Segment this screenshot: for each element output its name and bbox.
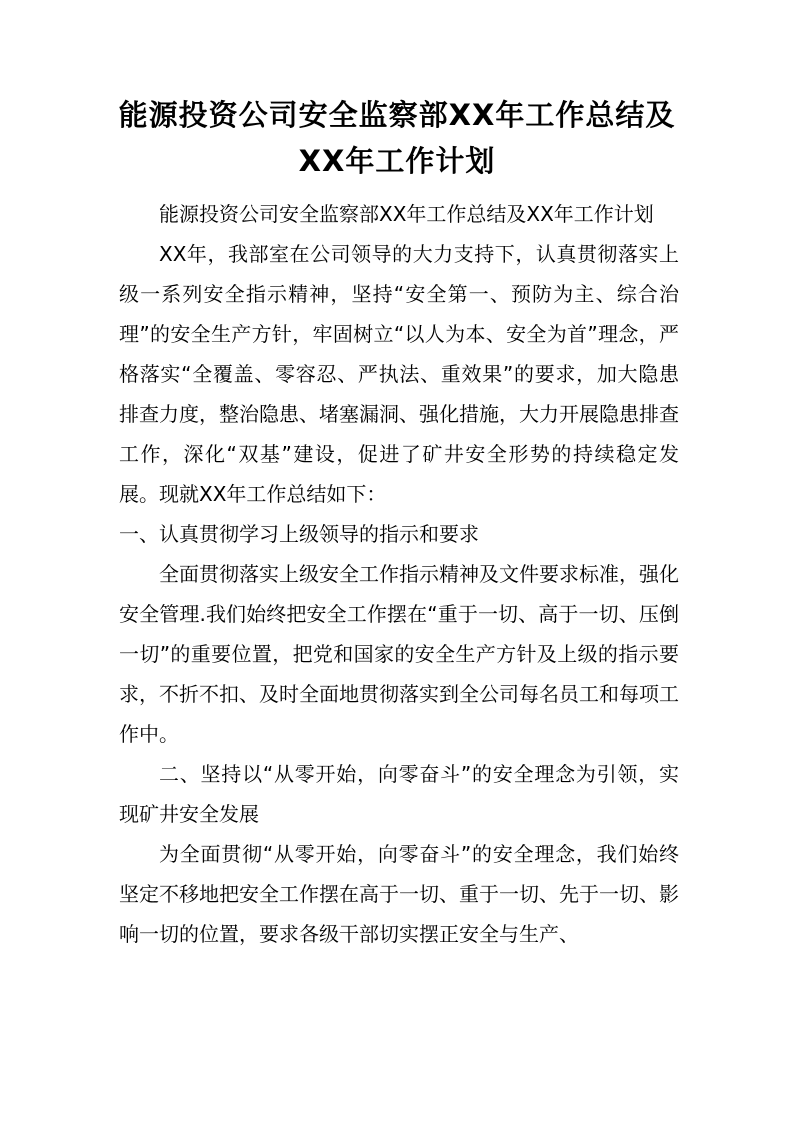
paragraph-intro: XX年，我部室在公司领导的大力支持下，认真贯彻落实上级一系列安全指示精神，坚持“安全第一、预防为主、综合治理”的安全生产方针，牢固树立“以人为本、安全为首”理念，严格落实“全覆盖、零容忍、严执法、重效果”的要求，加大隐患排查力度，整治隐患、堵塞漏洞、强化措施，大力开展隐患排查工作，深化“双基”建设，促进了矿井安全形势的持续稳定发展。现就XX年工作总结如下： (119, 242, 679, 506)
paragraph-subtitle: 能源投资公司安全监察部XX年工作总结及XX年工作计划 (159, 202, 654, 226)
section-heading-2: 二、坚持以“从零开始，向零奋斗”的安全理念为引领，实现矿井安全发展 (119, 762, 679, 826)
document-body (119, 194, 679, 954)
paragraph-section-1: 全面贯彻落实上级安全工作指示精神及文件要求标准，强化安全管理.我们始终把安全工作摆在“重于一切、高于一切、压倒一切”的重要位置，把党和国家的安全生产方针及上级的指示要求，不折不扣、及时全面地贯彻落实到全公司每名员工和每项工作中。 (119, 562, 679, 746)
document-title-line2: XX年工作计划 (298, 144, 496, 178)
document-title-line1: 能源投资公司安全监察部XX年工作总结及 (118, 98, 676, 132)
paragraph-section-2: 为全面贯彻“从零开始，向零奋斗”的安全理念，我们始终坚定不移地把安全工作摆在高于一切、重于一切、先于一切、影响一切的位置，要求各级干部切实摆正安全与生产、 (119, 842, 679, 946)
section-heading-1: 一、认真贯彻学习上级领导的指示和要求 (119, 522, 479, 546)
